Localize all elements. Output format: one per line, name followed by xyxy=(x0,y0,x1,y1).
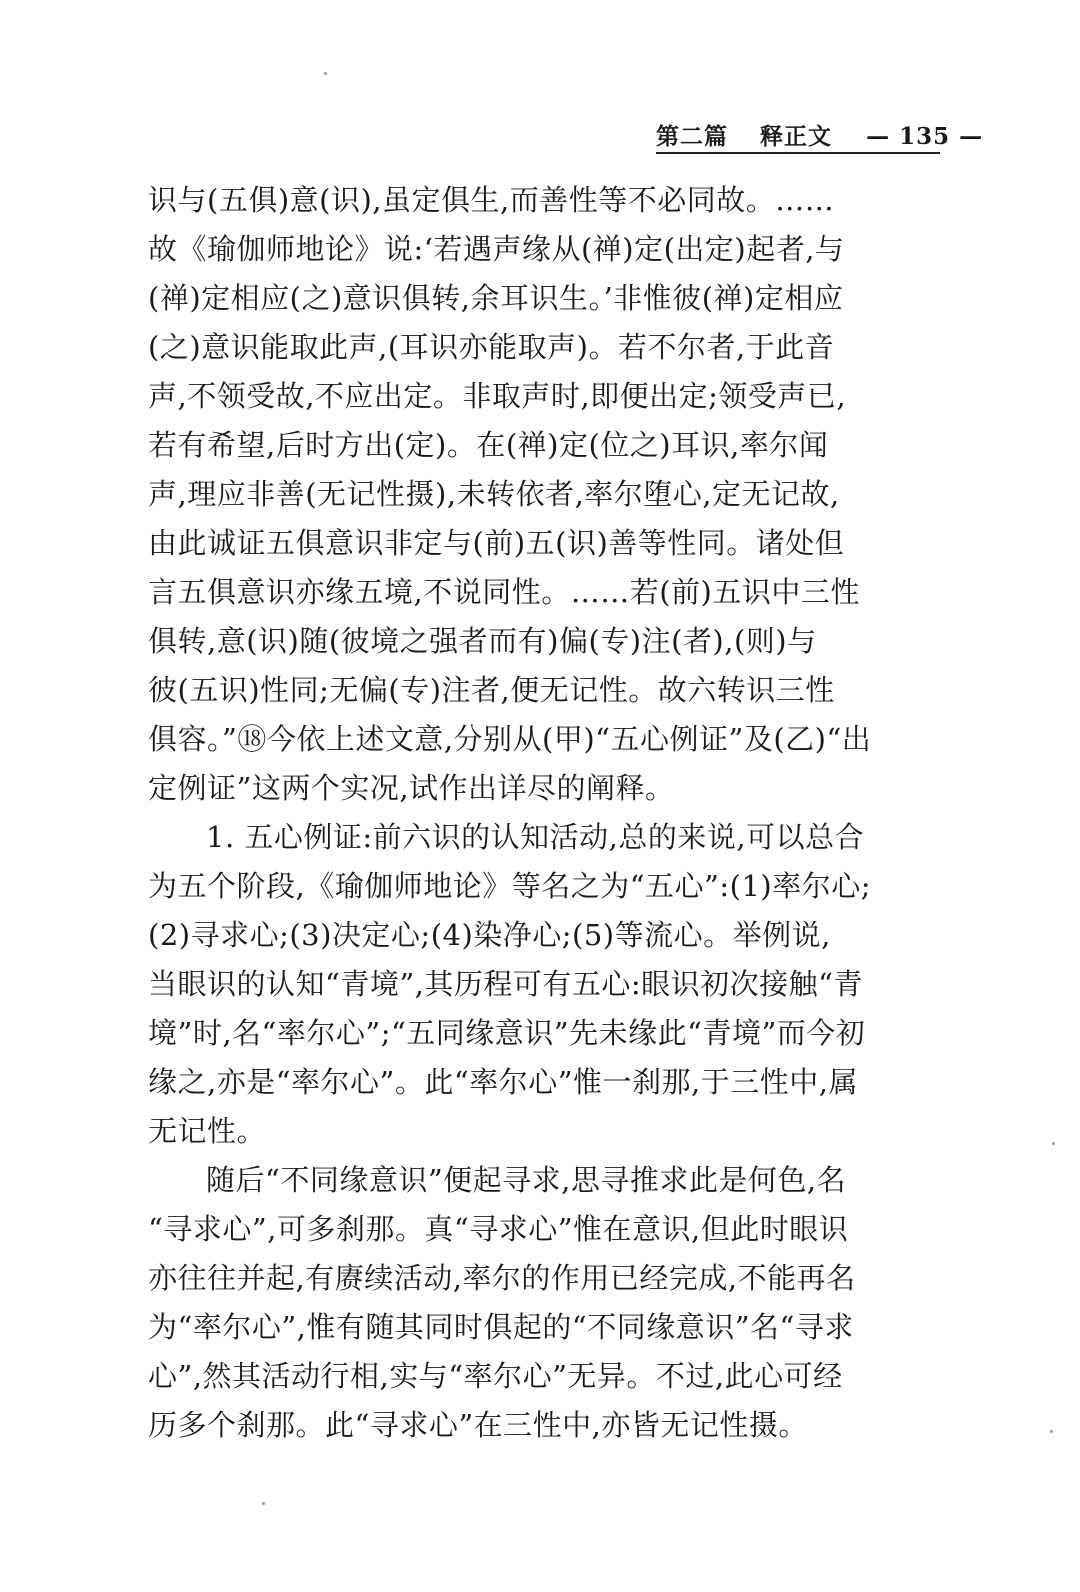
scan-speck xyxy=(1050,1430,1053,1433)
text-line: (禅)定相应(之)意识俱转,余耳识生。’非惟彼(禅)定相应 xyxy=(148,281,844,315)
text-line: 言五俱意识亦缘五境,不说同性。……若(前)五识中三性 xyxy=(148,575,860,609)
text-line: 缘之,亦是“率尔心”。此“率尔心”惟一刹那,于三性中,属 xyxy=(148,1065,858,1099)
scan-speck xyxy=(262,1502,265,1505)
header-section: 第二篇 xyxy=(656,123,728,150)
text-line: 历多个刹那。此“寻求心”在三性中,亦皆无记性摄。 xyxy=(148,1408,808,1442)
text-line: 心”,然其活动行相,实与“率尔心”无异。不过,此心可经 xyxy=(148,1359,843,1393)
text-line: 为“率尔心”,惟有随其同时俱起的“不同缘意识”名“寻求 xyxy=(148,1310,854,1344)
text-line: (2)寻求心;(3)决定心;(4)染净心;(5)等流心。举例说, xyxy=(148,918,831,952)
text-line: 亦往往并起,有赓续活动,率尔的作用已经完成,不能再名 xyxy=(148,1261,856,1295)
text-line: 当眼识的认知“青境”,其历程可有五心:眼识初次接触“青 xyxy=(148,967,863,1001)
header-title: 释正文 xyxy=(760,123,833,150)
scan-speck xyxy=(324,72,327,75)
scan-speck xyxy=(1052,1142,1055,1145)
text-line: “寻求心”,可多刹那。真“寻求心”惟在意识,但此时眼识 xyxy=(148,1212,849,1246)
page-number: — 135 — xyxy=(866,123,984,150)
text-line: (之)意识能取此声,(耳识亦能取声)。若不尔者,于此音 xyxy=(148,330,835,364)
text-line: 随后“不同缘意识”便起寻求,思寻推求此是何色,名 xyxy=(206,1163,847,1197)
text-line: 故《瑜伽师地论》说:‘若遇声缘从(禅)定(出定)起者,与 xyxy=(148,232,845,266)
text-line: 1. 五心例证:前六识的认知活动,总的来说,可以总合 xyxy=(206,820,865,854)
text-line: 声,理应非善(无记性摄),未转依者,率尔堕心,定无记故, xyxy=(148,477,840,511)
text-line: 俱容。”⑱今依上述文意,分别从(甲)“五心例证”及(乙)“出 xyxy=(148,722,872,756)
text-line: 境”时,名“率尔心”;“五同缘意识”先未缘此“青境”而今初 xyxy=(148,1016,866,1050)
text-line: 俱转,意(识)随(彼境之强者而有)偏(专)注(者),(则)与 xyxy=(148,624,817,658)
text-line: 若有希望,后时方出(定)。在(禅)定(位之)耳识,率尔闻 xyxy=(148,428,829,462)
text-line: 为五个阶段,《瑜伽师地论》等名之为“五心”:(1)率尔心; xyxy=(148,869,871,903)
text-line: 由此诚证五俱意识非定与(前)五(识)善等性同。诸处但 xyxy=(148,526,845,560)
text-line: 声,不领受故,不应出定。非取声时,即便出定;领受声已, xyxy=(148,379,847,413)
text-line: 定例证”这两个实况,试作出详尽的阐释。 xyxy=(148,771,675,805)
text-line: 识与(五俱)意(识),虽定俱生,而善性等不必同故。…… xyxy=(148,183,835,217)
text-line: 彼(五识)性同;无偏(专)注者,便无记性。故六转识三性 xyxy=(148,673,835,707)
running-header xyxy=(656,118,984,152)
header-rule xyxy=(656,152,940,154)
text-line: 无记性。 xyxy=(148,1114,267,1148)
